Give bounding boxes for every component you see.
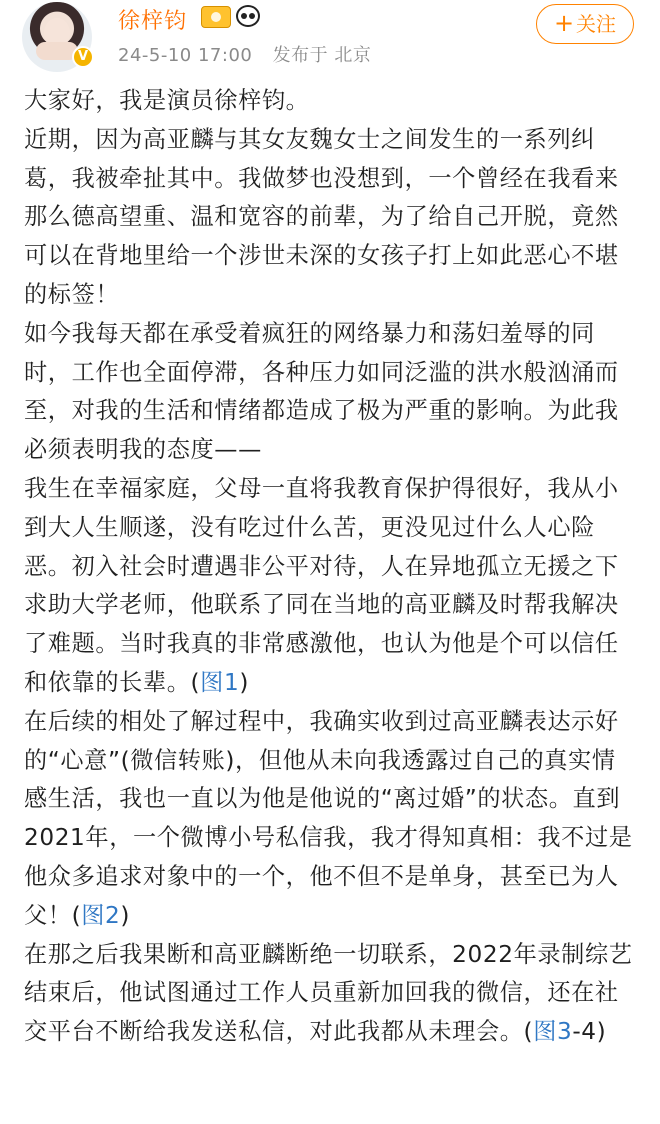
paragraph-5-text: 在后续的相处了解过程中，我确实收到过高亚麟表达示好的“心意”(微信转账)，但他从未向我透露过自己的真实情感生活，我也一直以为他是他说的“离过婚”的状态。直到2021年，一个微博小号私信我，我才得知真相：我不过是他众多追求对象中的一个，他不但不是单身，甚至已为人父！( <box>24 707 633 929</box>
username[interactable]: 徐梓钧 <box>118 9 188 34</box>
post-meta <box>118 41 385 67</box>
post-body <box>24 82 636 1052</box>
paragraph-3: 如今我每天都在承受着疯狂的网络暴力和荡妇羞辱的同时，工作也全面停滞，各种压力如同泛滥的洪水般汹涌而至，对我的生活和情绪都造成了极为严重的影响。为此我必须表明我的态度—— <box>24 319 619 464</box>
image-link-2[interactable]: 图2 <box>81 901 121 929</box>
paragraph-1: 大家好，我是演员徐梓钧。 <box>24 87 310 114</box>
paragraph-2: 近期，因为高亚麟与其女友魏女士之间发生的一系列纠葛，我被牵扯其中。我做梦也没想到，一个曾经在我看来那么德高望重、温和宽容的前辈，为了给自己开脱，竟然可以在背地里给一个涉世未深的女孩子打上如此恶心不堪的标签！ <box>24 125 619 308</box>
paragraph-4-text: 我生在幸福家庭，父母一直将我教育保护得很好，我从小到大人生顺遂，没有吃过什么苦，更没见过什么人心险恶。初入社会时遭遇非公平对待，人在异地孤立无援之下求助大学老师，他联系了同在当地的高亚麟及时帮我解决了难题。当时我真的非常感激他，也认为他是个可以信任和依靠的长辈。( <box>24 474 619 696</box>
paragraph-5-end: ) <box>120 901 131 929</box>
post-date: 24-5-10 17:00 <box>118 45 253 66</box>
paragraph-4 <box>24 470 636 703</box>
verified-badge-icon: V <box>72 46 94 68</box>
plus-icon: + <box>553 9 575 37</box>
paragraph-6 <box>24 936 636 1052</box>
follow-button[interactable] <box>536 4 634 44</box>
panda-icon[interactable] <box>236 5 260 27</box>
post-header <box>0 0 660 80</box>
image-link-1[interactable]: 图1 <box>200 668 240 696</box>
post-location: 发布于 北京 <box>272 45 372 66</box>
crown-badge-icon[interactable] <box>201 6 231 28</box>
image-link-3[interactable]: 图3 <box>533 1018 573 1046</box>
paragraph-6-text: 在那之后我果断和高亚麟断绝一切联系，2022年录制综艺结束后，他试图通过工作人员重新加回我的微信，还在社交平台不断给我发送私信，对此我都从未理会。( <box>24 940 633 1046</box>
paragraph-5 <box>24 703 636 936</box>
paragraph-4-end: ) <box>239 668 249 696</box>
paragraph-6-end: -4) <box>572 1018 607 1046</box>
follow-label: 关注 <box>576 12 617 36</box>
